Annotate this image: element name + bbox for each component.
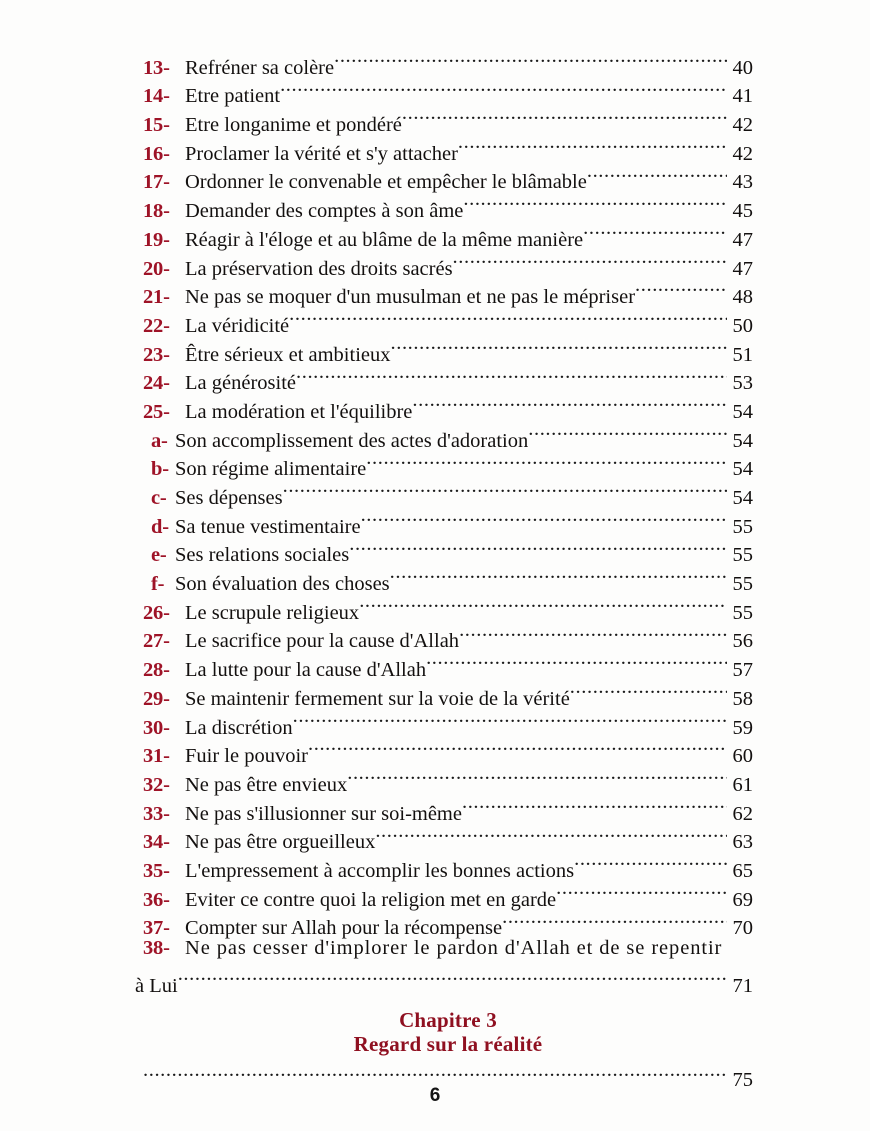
toc-entry-number: 19- [143,228,170,251]
dot-leader [143,1058,727,1087]
dot-leader [347,762,727,791]
toc-entry-page: 58 [732,687,753,710]
toc-entry-page: 42 [732,114,753,137]
dot-leader [412,389,727,418]
toc-entry-page: 56 [732,630,753,653]
toc-entry-page: 42 [732,142,753,165]
toc-entry-page: 53 [732,372,753,395]
dot-leader [361,504,727,533]
dot-leader [349,533,727,562]
toc-entry-number: 31- [143,745,170,768]
toc-entry-list [143,45,753,940]
toc-entry-title: L'empressement à accomplir les bonnes actions [185,859,575,882]
toc-entry-title: Proclamer la vérité et s'y attacher [185,142,458,165]
toc-entry-number: 24- [143,372,170,395]
toc-entry-title: Être sérieux et ambitieux [185,343,391,366]
toc-entry-page: 43 [732,171,753,194]
toc-entry-title: Etre longanime et pondéré [185,114,402,137]
toc-entry-number: d- [151,515,169,538]
toc-entry-title: Réagir à l'éloge et au blâme de la même manière [185,228,584,251]
toc-entry-title: La générosité [185,372,296,395]
dot-leader [462,791,727,820]
dot-leader [426,647,727,676]
dot-leader [366,447,727,476]
toc-entry-number: 14- [143,85,170,108]
chapter-toc-entry[interactable] [143,1058,753,1092]
dot-leader [334,45,727,74]
toc-entry-page: 55 [732,573,753,596]
dot-leader [463,188,727,217]
toc-entry-number: 30- [143,716,170,739]
toc-entry-page: 55 [732,601,753,624]
toc-entry-number: 22- [143,314,170,337]
toc-entry[interactable] [143,45,753,79]
toc-entry-page: 54 [732,429,753,452]
toc-entry-number: 34- [143,831,170,854]
toc-entry-title: Ne pas être orgueilleux [185,831,376,854]
dot-leader [283,475,727,504]
toc-entry-title: Ses dépenses [175,487,283,509]
toc-entry-continuation[interactable] [135,963,753,997]
toc-entry-title: Son accomplissement des actes d'adoration [175,429,529,452]
toc-entry-page: 61 [732,773,753,796]
toc-entry-page: 50 [732,314,753,337]
toc-entry-number: 27- [143,630,170,653]
toc-entry-page: 51 [732,343,753,366]
toc-entry-page: 60 [732,745,753,768]
toc-entry-title: Ne pas cesser d'implorer le pardon d'Allah et de se repentir [185,937,723,960]
toc-entry-title: Ses relations sociales [175,544,350,567]
toc-entry-number: 26- [143,601,170,624]
chapter-entry-page: 75 [732,1069,753,1092]
toc-entry-title: Se maintenir fermement sur la voie de la vérité [185,687,570,710]
toc-entry-title: Demander des comptes à son âme [185,200,464,223]
toc-entry-number: 38- [143,937,170,960]
toc-entry-title: Compter sur Allah pour la récompense [185,917,503,940]
toc-entry-number: 29- [143,687,170,710]
toc-entry-page: 55 [732,515,753,538]
dot-leader [459,619,727,648]
toc-entry-title: Etre patient [185,85,281,108]
dot-leader [280,74,727,103]
toc-entry-page: 54 [732,487,753,509]
toc-entry-title: Le sacrifice pour la cause d'Allah [185,630,460,653]
toc-entry-number: a- [151,429,168,452]
toc-entry-title: Fuir le pouvoir [185,745,308,768]
dot-leader [390,561,727,590]
dot-leader [453,246,727,275]
toc-entry-title: Sa tenue vestimentaire [175,515,361,538]
dot-leader [296,361,727,390]
toc-entry-title: Ne pas s'illusionner sur soi-même [185,802,462,825]
dot-leader [308,734,727,763]
dot-leader [587,160,727,189]
toc-entry-page: 70 [732,917,753,940]
toc-entry-number: 35- [143,859,170,882]
toc-entry-page: 47 [732,228,753,251]
page-number-footer: 6 [429,1085,441,1106]
toc-entry-page: 62 [732,802,753,825]
dot-leader [570,676,727,705]
toc-entry-page: 40 [732,56,753,79]
toc-entry-number: 36- [143,888,170,911]
toc-entry-page: 54 [732,458,753,481]
toc-entry-number: 23- [143,343,170,366]
toc-entry-number: 16- [143,142,170,165]
toc-entry-title: La véridicité [185,314,290,337]
toc-entry-page: 55 [732,544,753,567]
toc-entry-page: 41 [732,85,753,108]
toc-entry-number: f- [151,573,165,596]
toc-entry-title: Ne pas se moquer d'un musulman et ne pas le mépriser [185,286,636,309]
toc-entry-title: Son évaluation des choses [175,573,390,596]
dot-leader [458,131,727,160]
chapter-heading-line-1: Chapitre 3 [399,1007,497,1032]
toc-entry-number: b- [151,458,169,481]
toc-entry-page: 47 [732,257,753,280]
toc-entry-number: 20- [143,257,170,280]
chapter-heading [143,1008,753,1056]
toc-entry-number: 28- [143,659,170,682]
toc-entry-number: 13- [143,56,170,79]
toc-entry-page: 48 [732,286,753,309]
toc-entry-page: 65 [732,859,753,882]
toc-entry-number: 37- [143,917,170,940]
dot-leader [289,303,727,332]
toc-entry-number: e- [151,544,167,567]
toc-entry-number: 17- [143,171,170,194]
toc-entry-page: 59 [732,716,753,739]
dot-leader [635,275,727,304]
toc-entry-number: 33- [143,802,170,825]
toc-entry-page: 69 [732,888,753,911]
toc-entry[interactable] [143,934,753,963]
toc-entry-title: La préservation des droits sacrés [185,257,453,280]
toc-entry-page: 57 [732,659,753,682]
toc-entry-title: Le scrupule religieux [185,601,360,624]
dot-leader [556,877,727,906]
toc-entry-page: 71 [732,974,753,997]
toc-entry-page: 54 [732,400,753,423]
dot-leader [502,906,727,935]
toc-entry-page: 63 [732,831,753,854]
table-of-contents [135,45,753,1092]
toc-entry-number: c- [151,487,167,509]
toc-entry-title: Ordonner le convenable et empêcher le blâmable [185,171,587,194]
toc-entry-title: La discrétion [185,716,293,739]
toc-entry-number: 18- [143,200,170,223]
toc-entry-number: 25- [143,400,170,423]
dot-leader [293,705,727,734]
toc-entry-title: La lutte pour la cause d'Allah [185,659,427,682]
dot-leader [359,590,727,619]
toc-entry-title: Refréner sa colère [185,56,335,79]
toc-entry-page: 45 [732,200,753,223]
toc-entry-number: 15- [143,114,170,137]
dot-leader [402,102,727,131]
toc-entry-title: Son régime alimentaire [175,458,367,481]
dot-leader [178,963,727,992]
toc-entry-title: La modération et l'équilibre [185,400,413,423]
toc-entry-number: 21- [143,286,170,309]
chapter-heading-line-2: Regard sur la réalité [353,1031,543,1056]
dot-leader [574,848,727,877]
dot-leader [375,820,727,849]
toc-entry-title: Eviter ce contre quoi la religion met en garde [185,888,557,911]
dot-leader [583,217,727,246]
toc-entry-number: 32- [143,773,170,796]
dot-leader [391,332,728,361]
dot-leader [528,418,727,447]
toc-entry-title-continued: à Lui [135,974,178,997]
toc-entry-title: Ne pas être envieux [185,773,348,796]
